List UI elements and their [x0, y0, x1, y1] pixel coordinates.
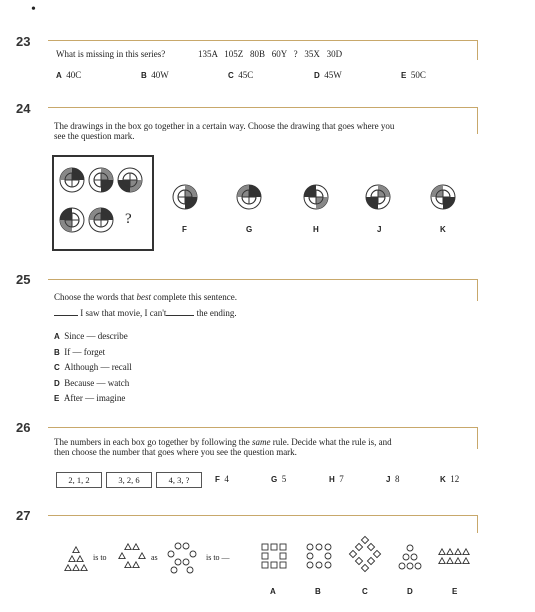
option-letter: H: [329, 475, 335, 484]
q25-prompt-emph: best: [136, 292, 151, 302]
q24-option-g-label[interactable]: G: [246, 225, 253, 234]
option-text: 45C: [238, 70, 254, 80]
option-letter: K: [440, 475, 446, 484]
option-text: 5: [281, 474, 287, 484]
q23-prompt: What is missing in this series?: [56, 49, 166, 59]
option-text: Since — describe: [64, 331, 128, 341]
option-letter: A: [56, 71, 62, 80]
q27-option-e-figure[interactable]: [439, 549, 469, 564]
q24-option-h-label[interactable]: H: [313, 225, 319, 234]
analogy-circle-ring: [168, 543, 196, 573]
option-text: 40C: [66, 70, 82, 80]
q26-prompt-pre: The numbers in each box go together by following the: [54, 437, 252, 447]
q27-option-b-figure[interactable]: [307, 544, 331, 568]
q27-option-a-figure[interactable]: [262, 544, 286, 568]
bullet-mark: •: [31, 2, 36, 17]
q26-prompt-line2: then choose the number that goes where you see the question mark.: [54, 447, 297, 457]
analogy-triangle-pyramid: [65, 547, 87, 571]
q25-prompt-pre: Choose the words that: [54, 292, 137, 302]
option-letter: G: [271, 475, 278, 484]
question-number-25: 25: [16, 272, 31, 287]
analogy-is-to-2: is to —: [206, 553, 230, 562]
option-text: Because — watch: [64, 377, 130, 388]
analogy-is-to-1: is to: [93, 553, 107, 562]
option-letter: F: [215, 475, 220, 484]
question-number-23: 23: [16, 34, 31, 49]
option-text: 8: [394, 474, 400, 484]
option-text: 50C: [410, 70, 426, 80]
option-text: 7: [339, 474, 344, 484]
option-letter: D: [314, 71, 320, 80]
option-letter: D: [54, 378, 60, 388]
q24-option-k-label[interactable]: K: [440, 225, 446, 234]
q27-option-c-label[interactable]: C: [362, 587, 368, 596]
number-box-1: 2, 1, 2: [56, 472, 102, 488]
option-letter: E: [401, 71, 407, 80]
option-letter: J: [386, 475, 391, 484]
q27-option-d-label[interactable]: D: [407, 587, 413, 596]
number-box-2: 3, 2, 6: [106, 472, 152, 488]
q25-sentence-mid: I saw that movie, I can't: [80, 308, 167, 318]
q27-option-c-figure[interactable]: [349, 536, 380, 571]
q24-prompt-line2: see the question mark.: [54, 131, 135, 141]
number-box-3: 4, 3, ?: [156, 472, 202, 488]
option-text: 4: [224, 474, 229, 484]
q24-option-f-label[interactable]: F: [182, 225, 187, 234]
q27-option-e-label[interactable]: E: [452, 587, 458, 596]
question-number-26: 26: [16, 420, 31, 435]
question-number-27: 27: [16, 508, 31, 523]
option-letter: B: [54, 347, 60, 357]
option-text: After — imagine: [63, 393, 126, 403]
question-mark-slot: ?: [125, 211, 132, 227]
option-text: 40W: [151, 70, 169, 80]
option-letter: A: [54, 332, 60, 341]
question-number-24: 24: [16, 101, 31, 116]
option-letter: C: [228, 71, 234, 80]
option-letter: B: [141, 71, 147, 80]
q23-series: 135A 105Z 80B 60Y ? 35X 30D: [198, 49, 343, 59]
option-text: 12: [450, 474, 460, 484]
option-text: Although — recall: [64, 362, 132, 372]
q24-prompt-line1: The drawings in the box go together in a certain way. Choose the drawing that goes where you: [54, 121, 395, 131]
q24-option-j-label[interactable]: J: [377, 225, 382, 234]
q25-sentence-end: the ending.: [196, 308, 237, 318]
q27-option-a-label[interactable]: A: [270, 587, 276, 596]
analogy-as: as: [151, 553, 158, 562]
option-letter: C: [54, 363, 60, 372]
q27-option-d-figure[interactable]: [399, 545, 421, 569]
q25-prompt-post: complete this sentence.: [151, 292, 237, 302]
option-letter: E: [54, 394, 60, 403]
q26-prompt-post: rule. Decide what the rule is, and: [270, 437, 392, 447]
option-text: If — forget: [64, 346, 106, 357]
option-text: 45W: [324, 70, 342, 80]
q26-prompt-emph: same: [251, 437, 271, 447]
q27-option-b-label[interactable]: B: [315, 587, 321, 596]
analogy-triangle-ring: [119, 544, 145, 568]
